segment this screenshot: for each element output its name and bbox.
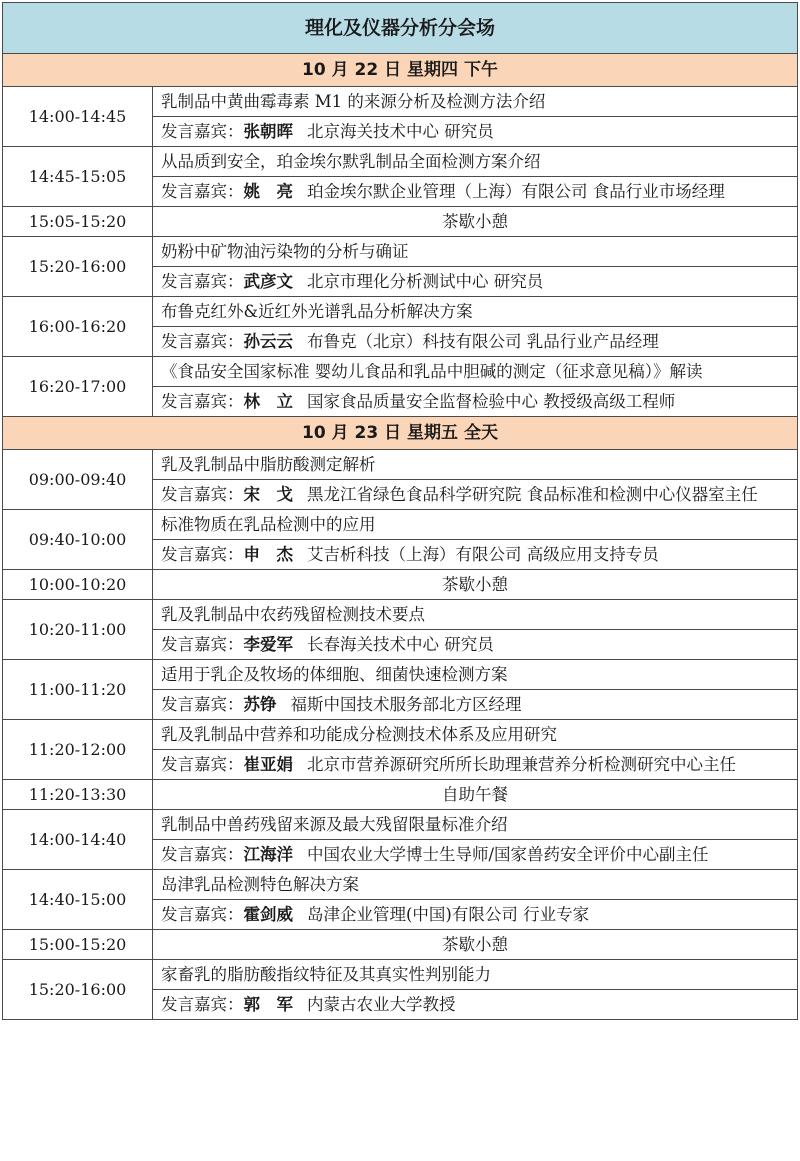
break-label: 茶歇小憩 bbox=[153, 207, 798, 237]
speaker-cell bbox=[153, 750, 798, 780]
page-title: 理化及仪器分析分会场 bbox=[3, 3, 798, 54]
speaker-prefix: 发言嘉宾： bbox=[161, 845, 244, 864]
talk-topic: 布鲁克红外&近红外光谱乳品分析解决方案 bbox=[153, 297, 798, 327]
speaker-prefix: 发言嘉宾： bbox=[161, 905, 244, 924]
talk-topic-row bbox=[3, 147, 798, 177]
speaker-prefix: 发言嘉宾： bbox=[161, 695, 244, 714]
speaker-cell bbox=[153, 267, 798, 297]
speaker-prefix: 发言嘉宾： bbox=[161, 332, 244, 351]
time-slot: 16:20-17:00 bbox=[3, 357, 153, 417]
speaker-prefix: 发言嘉宾： bbox=[161, 392, 244, 411]
talk-topic: 《食品安全国家标准 婴幼儿食品和乳品中胆碱的测定（征求意见稿）》解读 bbox=[153, 357, 798, 387]
time-slot: 09:00-09:40 bbox=[3, 450, 153, 510]
break-row bbox=[3, 207, 798, 237]
speaker-name: 姚 亮 bbox=[243, 182, 293, 201]
break-row bbox=[3, 570, 798, 600]
time-slot: 10:00-10:20 bbox=[3, 570, 153, 600]
time-slot: 11:20-12:00 bbox=[3, 720, 153, 780]
speaker-cell bbox=[153, 177, 798, 207]
time-slot: 14:40-15:00 bbox=[3, 870, 153, 930]
day-header-row bbox=[3, 417, 798, 450]
speaker-affiliation: 艾吉析科技（上海）有限公司 高级应用支持专员 bbox=[307, 545, 659, 564]
talk-topic: 乳及乳制品中脂肪酸测定解析 bbox=[153, 450, 798, 480]
speaker-affiliation: 岛津企业管理(中国)有限公司 行业专家 bbox=[307, 905, 590, 924]
speaker-prefix: 发言嘉宾： bbox=[161, 182, 244, 201]
speaker-cell bbox=[153, 387, 798, 417]
break-row bbox=[3, 780, 798, 810]
talk-topic: 标准物质在乳品检测中的应用 bbox=[153, 510, 798, 540]
speaker-name: 江海洋 bbox=[243, 845, 293, 864]
talk-topic: 适用于乳企及牧场的体细胞、细菌快速检测方案 bbox=[153, 660, 798, 690]
speaker-affiliation: 国家食品质量安全监督检验中心 教授级高级工程师 bbox=[307, 392, 676, 411]
speaker-name: 霍剑威 bbox=[243, 905, 293, 924]
speaker-cell bbox=[153, 900, 798, 930]
speaker-cell bbox=[153, 840, 798, 870]
speaker-cell bbox=[153, 117, 798, 147]
talk-topic-row bbox=[3, 810, 798, 840]
talk-topic-row bbox=[3, 357, 798, 387]
day-label: 10 月 23 日 星期五 全天 bbox=[3, 417, 798, 450]
break-label: 自助午餐 bbox=[153, 780, 798, 810]
speaker-name: 李爱军 bbox=[243, 635, 293, 654]
talk-topic-row bbox=[3, 237, 798, 267]
talk-topic: 奶粉中矿物油污染物的分析与确证 bbox=[153, 237, 798, 267]
speaker-affiliation: 珀金埃尔默企业管理（上海）有限公司 食品行业市场经理 bbox=[307, 182, 725, 201]
talk-topic-row bbox=[3, 87, 798, 117]
talk-topic-row bbox=[3, 450, 798, 480]
speaker-cell bbox=[153, 480, 798, 510]
talk-topic-row bbox=[3, 870, 798, 900]
speaker-affiliation: 福斯中国技术服务部北方区经理 bbox=[290, 695, 522, 714]
speaker-affiliation: 黑龙江省绿色食品科学研究院 食品标准和检测中心仪器室主任 bbox=[307, 485, 758, 504]
speaker-affiliation: 北京市营养源研究所所长助理兼营养分析检测研究中心主任 bbox=[307, 755, 736, 774]
speaker-cell bbox=[153, 630, 798, 660]
talk-topic-row bbox=[3, 510, 798, 540]
talk-topic: 乳制品中兽药残留来源及最大残留限量标准介绍 bbox=[153, 810, 798, 840]
speaker-cell bbox=[153, 540, 798, 570]
speaker-name: 苏铮 bbox=[243, 695, 277, 714]
speaker-affiliation: 布鲁克（北京）科技有限公司 乳品行业产品经理 bbox=[307, 332, 659, 351]
schedule-table bbox=[2, 2, 798, 1020]
title-row bbox=[3, 3, 798, 54]
time-slot: 14:00-14:45 bbox=[3, 87, 153, 147]
talk-topic: 乳制品中黄曲霉毒素 M1 的来源分析及检测方法介绍 bbox=[153, 87, 798, 117]
speaker-prefix: 发言嘉宾： bbox=[161, 755, 244, 774]
speaker-prefix: 发言嘉宾： bbox=[161, 995, 244, 1014]
day-header-row bbox=[3, 54, 798, 87]
speaker-prefix: 发言嘉宾： bbox=[161, 545, 244, 564]
speaker-name: 孙云云 bbox=[243, 332, 293, 351]
speaker-affiliation: 北京市理化分析测试中心 研究员 bbox=[307, 272, 544, 291]
talk-topic-row bbox=[3, 660, 798, 690]
speaker-name: 申 杰 bbox=[243, 545, 293, 564]
talk-topic: 乳及乳制品中营养和功能成分检测技术体系及应用研究 bbox=[153, 720, 798, 750]
break-label: 茶歇小憩 bbox=[153, 930, 798, 960]
time-slot: 14:00-14:40 bbox=[3, 810, 153, 870]
speaker-cell bbox=[153, 327, 798, 357]
talk-topic: 家畜乳的脂肪酸指纹特征及其真实性判别能力 bbox=[153, 960, 798, 990]
time-slot: 11:20-13:30 bbox=[3, 780, 153, 810]
time-slot: 10:20-11:00 bbox=[3, 600, 153, 660]
speaker-affiliation: 长春海关技术中心 研究员 bbox=[307, 635, 494, 654]
time-slot: 15:20-16:00 bbox=[3, 960, 153, 1020]
speaker-name: 宋 戈 bbox=[243, 485, 293, 504]
speaker-affiliation: 北京海关技术中心 研究员 bbox=[307, 122, 494, 141]
time-slot: 14:45-15:05 bbox=[3, 147, 153, 207]
speaker-name: 武彦文 bbox=[243, 272, 293, 291]
speaker-prefix: 发言嘉宾： bbox=[161, 122, 244, 141]
talk-topic-row bbox=[3, 297, 798, 327]
speaker-name: 崔亚娟 bbox=[243, 755, 293, 774]
talk-topic: 从品质到安全，珀金埃尔默乳制品全面检测方案介绍 bbox=[153, 147, 798, 177]
speaker-affiliation: 内蒙古农业大学教授 bbox=[307, 995, 456, 1014]
time-slot: 15:05-15:20 bbox=[3, 207, 153, 237]
break-label: 茶歇小憩 bbox=[153, 570, 798, 600]
break-row bbox=[3, 930, 798, 960]
talk-topic-row bbox=[3, 720, 798, 750]
talk-topic: 岛津乳品检测特色解决方案 bbox=[153, 870, 798, 900]
speaker-cell bbox=[153, 690, 798, 720]
time-slot: 09:40-10:00 bbox=[3, 510, 153, 570]
speaker-name: 郭 军 bbox=[243, 995, 293, 1014]
day-label: 10 月 22 日 星期四 下午 bbox=[3, 54, 798, 87]
talk-topic-row bbox=[3, 600, 798, 630]
speaker-prefix: 发言嘉宾： bbox=[161, 485, 244, 504]
time-slot: 16:00-16:20 bbox=[3, 297, 153, 357]
speaker-name: 张朝晖 bbox=[243, 122, 293, 141]
speaker-prefix: 发言嘉宾： bbox=[161, 635, 244, 654]
speaker-prefix: 发言嘉宾： bbox=[161, 272, 244, 291]
talk-topic-row bbox=[3, 960, 798, 990]
speaker-cell bbox=[153, 990, 798, 1020]
time-slot: 15:20-16:00 bbox=[3, 237, 153, 297]
time-slot: 11:00-11:20 bbox=[3, 660, 153, 720]
time-slot: 15:00-15:20 bbox=[3, 930, 153, 960]
speaker-affiliation: 中国农业大学博士生导师/国家兽药安全评价中心副主任 bbox=[307, 845, 709, 864]
talk-topic: 乳及乳制品中农药残留检测技术要点 bbox=[153, 600, 798, 630]
speaker-name: 林 立 bbox=[243, 392, 293, 411]
